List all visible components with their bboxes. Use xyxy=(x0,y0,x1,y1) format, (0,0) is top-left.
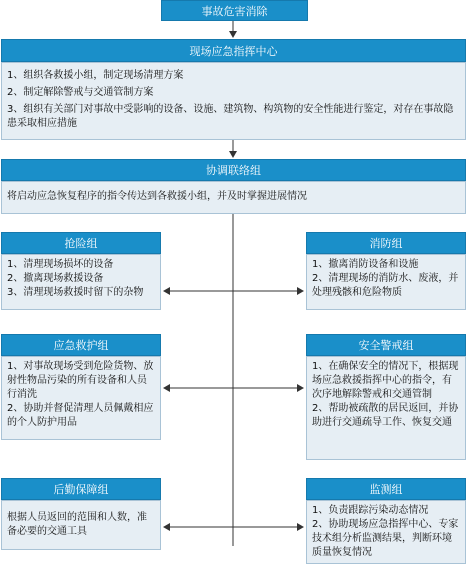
medical-group-header: 应急救护组 xyxy=(1,334,161,356)
command-center-body xyxy=(1,62,466,140)
medical-group-body xyxy=(1,356,161,440)
rescue-group-header: 抢险组 xyxy=(1,232,161,254)
fire-group-body xyxy=(306,254,466,310)
fire-group-header: 消防组 xyxy=(306,232,466,254)
rescue-group-body xyxy=(1,254,161,310)
security-item: 1、在确保安全的情况下，根据现场应急救援指挥中心的指令，有次序地解除警戒和交通管制 xyxy=(312,361,459,400)
security-group-body xyxy=(306,356,466,460)
monitor-item: 1、负责跟踪污染动态情况 xyxy=(312,505,429,516)
fire-item: 1、撤离消防设备和设施 xyxy=(312,259,419,270)
medical-item: 2、协助并督促清理人员佩戴相应的个人防护用品 xyxy=(7,403,154,428)
coordination-group-header: 协调联络组 xyxy=(1,159,466,181)
coordination-group-body xyxy=(1,181,466,214)
monitor-group-header: 监测组 xyxy=(306,478,466,500)
coordination-text: 将启动应急恢复程序的指令传达到各救援小组，并及时掌握进展情况 xyxy=(7,191,307,202)
medical-item: 1、对事故现场受到危险货物、放射性物品污染的所有设备和人员行消洗 xyxy=(7,361,154,400)
logistics-text: 根据人员返回的范围和人数，准备必要的交通工具 xyxy=(7,512,147,537)
security-item: 2、帮助被疏散的居民返回，并协助进行交通疏导工作、恢复交通 xyxy=(312,403,459,428)
fire-item: 2、清理现场的消防水、废液，并处理残骸和危险物质 xyxy=(312,273,459,298)
command-center-header: 现场应急指挥中心 xyxy=(1,39,466,62)
command-item: 1、组织各救援小组，制定现场清理方案 xyxy=(7,70,184,81)
rescue-item: 2、撤离现场救援设备 xyxy=(7,273,104,284)
command-item: 2、制定解除警戒与交通管制方案 xyxy=(7,87,154,98)
rescue-item: 3、清理现场救援时留下的杂物 xyxy=(7,287,144,298)
security-group-header: 安全警戒组 xyxy=(306,334,466,356)
monitor-item: 2、协助现场应急指挥中心、专家技术组分析监测结果，判断环境质量恢复情况 xyxy=(312,519,459,558)
top-title-box: 事故危害消除 xyxy=(161,0,308,21)
logistics-group-header: 后勤保障组 xyxy=(1,478,161,500)
logistics-group-body xyxy=(1,500,161,550)
rescue-item: 1、清理现场损坏的设备 xyxy=(7,259,114,270)
command-item: 3、组织有关部门对事故中受影响的设备、设施、建筑物、构筑物的安全性能进行鉴定，对存在事故隐患采取相应措施 xyxy=(7,104,454,129)
monitor-group-body xyxy=(306,500,466,564)
